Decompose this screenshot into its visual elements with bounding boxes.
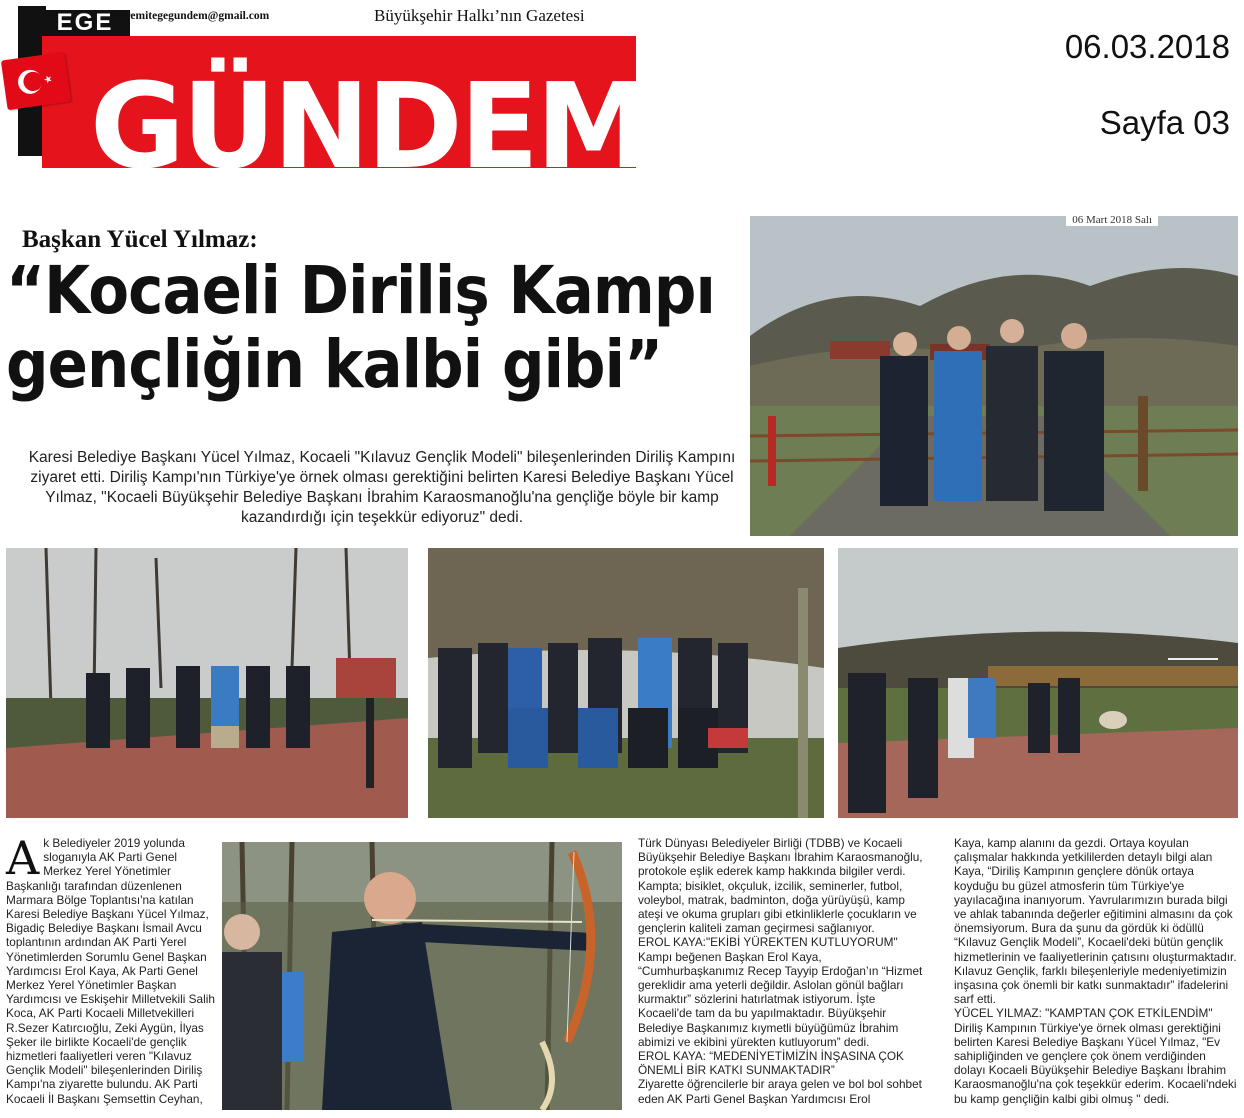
turkish-flag-icon <box>1 52 71 110</box>
article-dropcap: A <box>6 831 40 885</box>
headline-line-1: “Kocaeli Diriliş Kampı <box>6 252 715 329</box>
article-column-4-para-1: Kaya, kamp alanını da gezdi. Ortaya koyulan çalışmalar hakkında yetkililerden detaylı bilgi alan Kaya, “Diriliş Kampının gençlere dönük ortaya koyduğu bu güzel atmosferin tüm Türkiye'ye yayılacağına inanıyorum. Yavrularımızın burada bilgi ve ahlak tabanında değerler eğitimini almasını da çok önemsiyorum. Bura da şunu da gördük ki ödüllü “Kılavuz Gençlik Modeli”, Kocaeli'deki bütün gençlik hizmetlerinin ve faaliyetlerinin çatısını oluşturmaktadır. Kılavuz Gençlik, farklı bileşenleriyle medeniyetimizin inşasına çok önemli bir katkı sunmaktadır” ifadelerini sarf etti. <box>954 836 1237 1007</box>
photo-date-stamp: 06 Mart 2018 Salı <box>1066 216 1158 226</box>
article-subhead-1: EROL KAYA:"EKİBİ YÜREKTEN KUTLUYORUM" <box>638 935 898 950</box>
newspaper-title: GÜNDEM <box>90 57 649 195</box>
article-subhead-3: YÜCEL YILMAZ: "KAMPTAN ÇOK ETKİLENDİM" <box>954 1006 1213 1021</box>
masthead <box>18 6 649 195</box>
masthead-red-panel <box>42 36 649 195</box>
article-column-3 <box>638 836 926 1106</box>
newspaper-slogan: Büyükşehir Halkı’nın Gazetesi <box>374 6 585 25</box>
article-column-1-text: k Belediyeler 2019 yolunda sloganıyla AK Parti Genel Merkez Yerel Yönetimler Başkanlığı tarafından düzenlenen Marmara Bölge Toplantısı'na katılan Karesi Belediye Başkanı Yücel Yılmaz, Bigadiç Belediye Başkanı İsmail Avcu toplantının ardından AK Parti Yerel Yönetimlerden Sorumlu Genel Başkan Yardımcısı Erol Kaya, Ak Parti Genel Merkez Yerel Yönetimler Başkan Yardımcısı ve Eskişehir Milletvekili Salih Koca, AK Parti Kocaeli Milletvekilleri R.Sezer Katırcıoğlu, Zeki Aygün, İlyas Şeker ile birlikte Kocaeli'de gençlik hizmetleri faaliyetleri veren "Kılavuz Gençlik Modeli" bileşenlerinden Diriliş Kampı'na ziyarette bulundu. AK Parti Kocaeli İl Başkanı Şemsettin Ceyhan, <box>6 836 215 1106</box>
article-column-3-para-3: Ziyarette öğrencilerle bir araya gelen ve bol bol sohbet eden AK Parti Genel Başkan Yardımcısı Erol <box>638 1077 922 1106</box>
newspaper-email: edremitegegundem@gmail.com <box>114 10 270 22</box>
issue-page-number: Sayfa 03 <box>1099 104 1230 141</box>
newspaper-ege-label: EGE <box>40 10 130 36</box>
article-subhead-2: EROL KAYA: “MEDENİYETİMİZİN İNŞASINA ÇOK ÖNEMLİ BİR KATKI SUNMAKTADIR” <box>638 1049 904 1078</box>
article-column-4-para-2: Diriliş Kampının Türkiye'ye örnek olması gerektiğini belirten Karesi Belediye Başkanı Yücel Yılmaz, "Ev sahipliğinden ve gençlere çok önem verdiğinden dolayı Kocaeli Büyükşehir Belediye Başkanı İbrahim Karaosmanoğlu'na çok teşekkür ederim. Kocaeli'ndeki bu kamp gençliğin kalbi gibi olmuş " dedi. <box>954 1020 1237 1106</box>
photo-walking-group <box>6 548 408 818</box>
photo-officials-group <box>750 216 1238 536</box>
article-lead: Karesi Belediye Başkanı Yücel Yılmaz, Kocaeli "Kılavuz Gençlik Modeli" bileşenlerinden Diriliş Kampını ziyaret etti. Diriliş Kampı'nın Türkiye'ye örnek olması gerektiğini belirten Karesi Belediye Başkanı Yücel Yılmaz, "Kocaeli Büyükşehir Belediye Başkanı İbrahim Karaosmanoğlu'na gençliğe böyle bir kamp kazandırdığı için teşekkür ediyoruz" dedi. <box>28 449 736 526</box>
article-kicker: Başkan Yücel Yılmaz: <box>22 226 258 253</box>
issue-date: 06.03.2018 <box>1064 28 1230 65</box>
article-column-3-para-2: Kampı beğenen Başkan Erol Kaya, “Cumhurbaşkanımız Recep Tayyip Erdoğan’ın “Hizmet gereklidir ama yeterli değildir. Aslolan gönül bağları kurmaktır” sözlerini hatırlatmak istiyorum. İşte Kocaeli'de tam da bu yapılmaktadır. Büyükşehir Belediye Başkanımız kıymetli büyüğümüz İbrahim abimizi ve ekibini yürekten kutluyorum” dedi. <box>638 949 923 1049</box>
article-column-4 <box>954 836 1238 1106</box>
article-column-1 <box>6 831 216 1106</box>
headline-line-2: gençliğin kalbi gibi” <box>6 326 663 403</box>
article-column-3-para-1: Türk Dünyası Belediyeler Birliği (TDBB) ve Kocaeli Büyükşehir Belediye Başkanı İbrahim Karaosmanoğlu, protokole eşlik ederek kamp hakkında bilgiler verdi. Kampta; bisiklet, okçuluk, izcilik, seminerler, futbol, voleybol, matrak, badminton, doğa yürüyüşü, kamp ateşi ve okuma grupları gibi etkinliklerle çocukların ve gençlerin kaliteli zaman geçirmesi sağlanıyor. <box>638 836 923 936</box>
photo-students-group <box>428 548 824 818</box>
article-headline <box>6 254 786 402</box>
photo-campsite-walk <box>838 548 1238 818</box>
photo-archery <box>222 842 622 1110</box>
